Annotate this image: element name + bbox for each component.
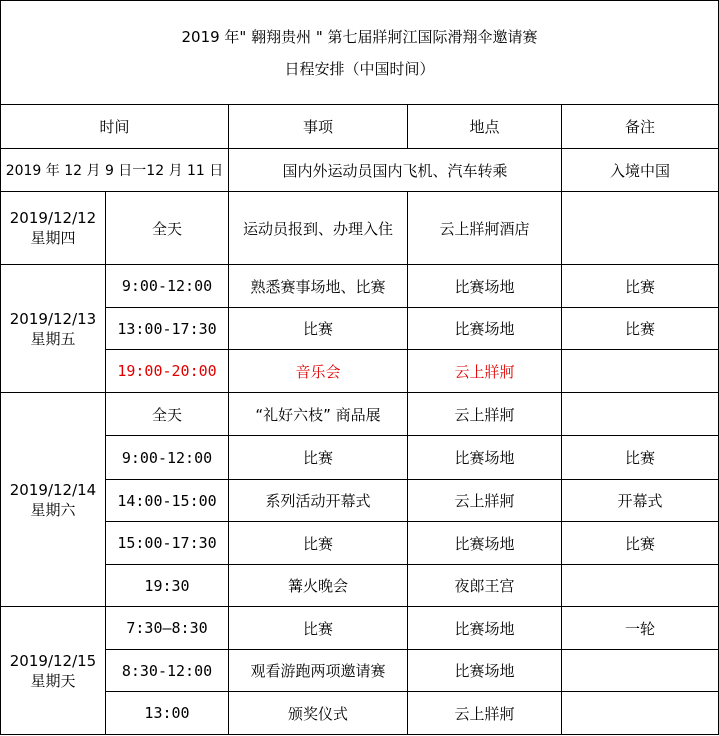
row-location: 云上牂牁酒店	[408, 192, 562, 265]
title-line-1: 2019 年" 翱翔贵州 " 第七届牂牁江国际滑翔伞邀请赛	[181, 27, 538, 46]
row-time: 19:00-20:00	[106, 350, 229, 393]
row-event: “礼好六枝” 商品展	[229, 393, 408, 436]
header-time: 时间	[1, 105, 229, 149]
row-time: 14:00-15:00	[106, 480, 229, 522]
arrival-remark: 入境中国	[562, 149, 719, 192]
day-date-cell	[1, 265, 106, 393]
row-time: 19:30	[106, 565, 229, 607]
row-time: 9:00-12:00	[106, 265, 229, 308]
row-remark	[562, 350, 719, 393]
row-time: 9:00-12:00	[106, 436, 229, 480]
row-event: 颁奖仪式	[229, 692, 408, 735]
schedule-row	[1, 607, 719, 650]
row-location: 云上牂牁	[408, 350, 562, 393]
day-date-cell	[1, 192, 106, 265]
schedule-row	[1, 308, 719, 350]
row-remark: 比赛	[562, 265, 719, 308]
row-location: 云上牂牁	[408, 692, 562, 735]
header-remark: 备注	[562, 105, 719, 149]
row-location: 比赛场地	[408, 436, 562, 480]
row-remark: 开幕式	[562, 480, 719, 522]
arrival-time: 2019 年 12 月 9 日一12 月 11 日	[1, 149, 229, 192]
row-event: 观看游跑两项邀请赛	[229, 650, 408, 692]
row-location: 比赛场地	[408, 522, 562, 565]
day-date: 2019/12/15	[9, 651, 97, 670]
row-remark	[562, 192, 719, 265]
day-date: 2019/12/14	[9, 480, 97, 499]
day-weekday: 星期六	[30, 500, 76, 519]
row-time: 全天	[106, 192, 229, 265]
row-event: 比赛	[229, 607, 408, 650]
schedule-title	[1, 1, 719, 105]
row-event: 音乐会	[229, 350, 408, 393]
row-event: 熟悉赛事场地、比赛	[229, 265, 408, 308]
row-remark: 一轮	[562, 607, 719, 650]
day-weekday: 星期天	[30, 671, 76, 690]
row-time: 15:00-17:30	[106, 522, 229, 565]
row-time: 7:30—8:30	[106, 607, 229, 650]
row-event: 篝火晚会	[229, 565, 408, 607]
row-event: 比赛	[229, 436, 408, 480]
row-location: 比赛场地	[408, 607, 562, 650]
schedule-row	[1, 350, 719, 393]
schedule-row	[1, 192, 719, 265]
day-weekday: 星期五	[30, 329, 76, 348]
header-event: 事项	[229, 105, 408, 149]
title-line-2: 日程安排（中国时间）	[284, 59, 435, 78]
schedule-row	[1, 565, 719, 607]
row-remark: 比赛	[562, 436, 719, 480]
schedule-row	[1, 522, 719, 565]
schedule-row	[1, 265, 719, 308]
row-remark	[562, 650, 719, 692]
row-remark	[562, 692, 719, 735]
schedule-row	[1, 480, 719, 522]
row-location: 比赛场地	[408, 650, 562, 692]
day-date-cell	[1, 607, 106, 735]
day-date: 2019/12/13	[9, 309, 97, 328]
row-remark	[562, 393, 719, 436]
row-event: 比赛	[229, 308, 408, 350]
row-location: 比赛场地	[408, 265, 562, 308]
day-date-cell	[1, 393, 106, 607]
row-remark: 比赛	[562, 308, 719, 350]
row-location: 云上牂牁	[408, 393, 562, 436]
row-location: 云上牂牁	[408, 480, 562, 522]
arrival-event: 国内外运动员国内飞机、汽车转乘	[229, 149, 562, 192]
row-location: 比赛场地	[408, 308, 562, 350]
row-time: 全天	[106, 393, 229, 436]
schedule-row	[1, 692, 719, 735]
row-time: 8:30-12:00	[106, 650, 229, 692]
row-location: 夜郎王宫	[408, 565, 562, 607]
row-event: 运动员报到、办理入住	[229, 192, 408, 265]
row-event: 系列活动开幕式	[229, 480, 408, 522]
row-remark: 比赛	[562, 522, 719, 565]
schedule-row	[1, 650, 719, 692]
row-remark	[562, 565, 719, 607]
schedule-row	[1, 393, 719, 436]
header-location: 地点	[408, 105, 562, 149]
row-time: 13:00	[106, 692, 229, 735]
day-date: 2019/12/12	[9, 209, 97, 227]
schedule-row	[1, 436, 719, 480]
row-time: 13:00-17:30	[106, 308, 229, 350]
day-weekday: 星期四	[30, 229, 76, 247]
row-event: 比赛	[229, 522, 408, 565]
